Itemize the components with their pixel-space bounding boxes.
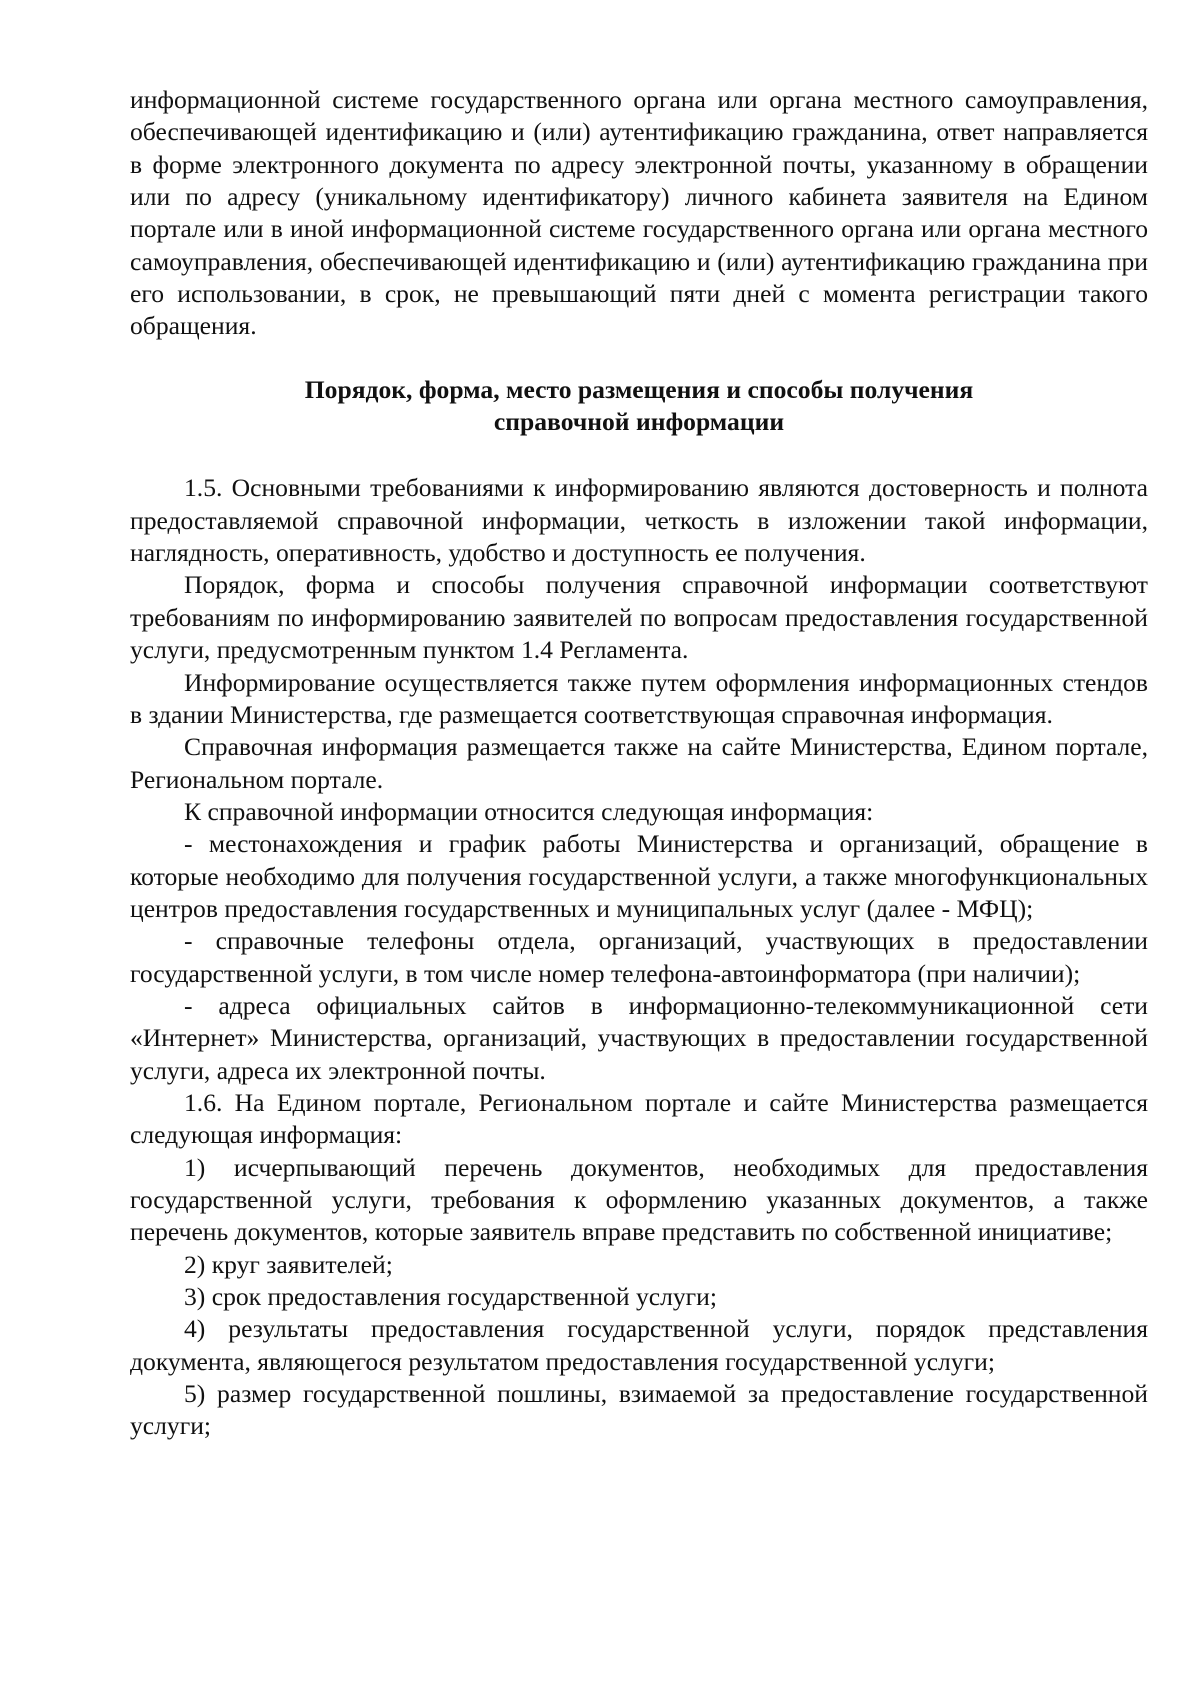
list-item: 3) срок предоставления государственной услуги; (184, 1282, 717, 1312)
paragraph: 1.6. На Едином портале, Региональном портале и сайте Министерства размещается следующая информация: (130, 1087, 1148, 1150)
list-item: - местонахождения и график работы Министерства и организаций, обращение в которые необходимо для получения государственной услуги, а также многофункциональных центров предоставления государственных и муниципальных услуг (далее - МФЦ); (130, 829, 1148, 923)
list-item: 1) исчерпывающий перечень документов, необходимых для предоставления государственной услуги, требования к оформлению указанных документов, а также перечень документов, которые заявитель вправе представить по собственной инициативе; (130, 1152, 1148, 1247)
document-page (130, 84, 1148, 1443)
list-item: 2) круг заявителей; (184, 1249, 393, 1279)
list-item: - адреса официальных сайтов в информационно-телекоммуникационной сети «Интернет» Министерства, организаций, участвующих в предоставлении государственной услуги, адреса их электронной почты. (130, 990, 1148, 1085)
paragraph: Справочная информация размещается также на сайте Министерства, Едином портале, Региональном портале. (130, 732, 1148, 794)
paragraph-continuation: информационной системе государственного органа или органа местного самоуправления, обеспечивающей идентификацию и (или) аутентификацию гражданина, ответ направляется в форме электронного документа по адресу электронной почты, указанному в обращении или по адресу (уникальному идентификатору) личного кабинета заявителя на Едином портале или в иной информационной системе государственного органа или органа местного самоуправления, обеспечивающей идентификацию и (или) аутентификацию гражданина при его использовании, в срок, не превышающий пяти дней с момента регистрации такого обращения. (130, 85, 1148, 341)
list-item: - справочные телефоны отдела, организаций, участвующих в предоставлении государственной услуги, в том числе номер телефона-автоинформатора (при наличии); (130, 926, 1148, 988)
paragraph: 1.5. Основными требованиями к информированию являются достоверность и полнота предоставляемой справочной информации, четкость в изложении такой информации, наглядность, оперативность, удобство и доступность ее получения. (130, 473, 1148, 568)
paragraph: Информирование осуществляется также путем оформления информационных стендов в здании Министерства, где размещается соответствующая справочная информация. (130, 667, 1148, 729)
section-heading (130, 374, 1148, 439)
list-item: 4) результаты предоставления государственной услуги, порядок представления документа, являющегося результатом предоставления государственной услуги; (130, 1314, 1148, 1376)
paragraph: Порядок, форма и способы получения справочной информации соответствуют требованиям по информированию заявителей по вопросам предоставления государственной услуги, предусмотренным пунктом 1.4 Регламента. (130, 570, 1148, 665)
section-heading-line-2: справочной информации (493, 407, 785, 437)
paragraph: К справочной информации относится следующая информация: (184, 796, 874, 826)
list-item: 5) размер государственной пошлины, взимаемой за предоставление государственной услуги; (130, 1379, 1148, 1441)
section-heading-line-1: Порядок, форма, место размещения и способы получения (304, 374, 974, 404)
